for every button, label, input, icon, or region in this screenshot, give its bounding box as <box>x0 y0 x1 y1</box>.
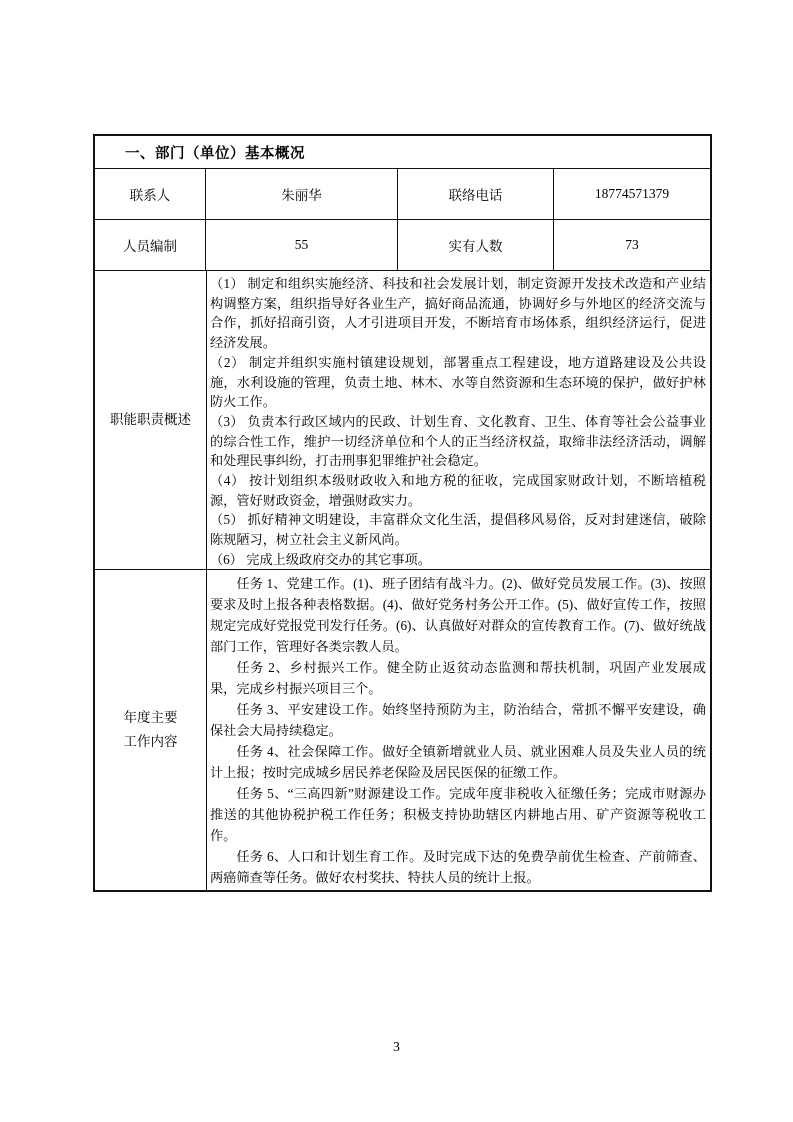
page-number: 3 <box>393 1039 400 1054</box>
staffing-quota-value: 55 <box>206 220 398 270</box>
annual-task-5: 任务 5、“三高四新”财源建设工作。完成年度非税收入征缴任务；完成市财源办推送的其他协税护税工作任务；积极支持协助辖区内耕地占用、矿产资源等税收工作。 <box>210 786 706 843</box>
contact-person-label: 联系人 <box>95 169 206 219</box>
headcount-info-row <box>95 219 710 270</box>
basic-overview-table <box>93 134 712 892</box>
contact-info-row <box>95 168 710 219</box>
duties-paragraph-4: （4） 按计划组织本级财政收入和地方税的征收，完成国家财政计划，不断培植税源，管好财政资金，增强财政实力。 <box>210 473 706 508</box>
section-header-title: 一、部门（单位）基本概况 <box>125 145 305 162</box>
annual-work-label-line1: 年度主要 <box>123 710 178 725</box>
duties-label-text: 职能职责概述 <box>110 412 191 427</box>
actual-headcount-value: 73 <box>625 237 639 252</box>
duties-paragraph-6: （6） 完成上级政府交办的其它事项。 <box>210 551 431 567</box>
annual-work-label <box>95 570 207 890</box>
annual-task-6: 任务 6、人口和计划生育工作。及时完成下达的免费孕前优生检查、产前筛查、两癌筛查等任务。做好农村奖扶、特扶人员的统计上报。 <box>210 849 706 885</box>
duties-paragraph-5: （5） 抓好精神文明建设，丰富群众文化生活，提倡移风易俗，反对封建迷信，破除陈规陋习，树立社会主义新风尚。 <box>210 512 706 548</box>
duties-overview-row <box>95 270 710 569</box>
duties-content <box>207 271 710 569</box>
annual-task-1: 任务 1、党建工作。(1)、班子团结有战斗力。(2)、做好党员发展工作。(3)、按照要求及时上报各种表格数据。(4)、做好党务村务公开工作。(5)、做好宣传工作，按照规定完成好党报党刊发行任务。(6)、认真做好对群众的宣传教育工作。(7)、做好统战部门工作，管理好各类宗教人员。 <box>210 576 706 654</box>
contact-person-value: 朱丽华 <box>206 169 398 219</box>
duties-paragraph-2: （2） 制定并组织实施村镇建设规划，部署重点工程建设，地方道路建设及公共设施，水利设施的管理，负责土地、林木、水等自然资源和生态环境的保护，做好护林防火工作。 <box>210 354 706 410</box>
actual-headcount-label: 实有人数 <box>398 220 554 270</box>
contact-phone-value: 18774571379 <box>594 186 670 201</box>
duties-label <box>95 271 207 569</box>
duties-paragraph-1: （1） 制定和组织实施经济、科技和社会发展计划，制定资源开发技术改造和产业结构调整方案，组织指导好各业生产，搞好商品流通，协调好乡与外地区的经济交流与合作，抓好招商引资，人才引进项目开发，不断培育市场体系，组织经济运行，促进经济发展。 <box>210 276 706 351</box>
annual-work-row <box>95 569 710 890</box>
annual-work-label-line2: 工作内容 <box>123 734 178 749</box>
annual-task-2: 任务 2、乡村振兴工作。健全防止返贫动态监测和帮扶机制，巩固产业发展成果，完成乡村振兴项目三个。 <box>210 660 706 696</box>
contact-phone-label: 联络电话 <box>398 169 554 219</box>
duties-paragraph-3: （3） 负责本行政区域内的民政、计划生育、文化教育、卫生、体育等社会公益事业的综合性工作，维护一切经济单位和个人的正当经济权益，取缔非法经济活动，调解和处理民事纠纷，打击刑事犯罪维护社会稳定。 <box>210 413 706 469</box>
annual-task-3: 任务 3、平安建设工作。始终坚持预防为主，防治结合，常抓不懈平安建设，确保社会大局持续稳定。 <box>210 702 706 738</box>
annual-task-4: 任务 4、社会保障工作。做好全镇新增就业人员、就业困难人员及失业人员的统计上报；按时完成城乡居民养老保险及居民医保的征缴工作。 <box>210 744 706 780</box>
section-header-row <box>95 136 710 168</box>
staffing-quota-label: 人员编制 <box>95 220 206 270</box>
annual-work-content <box>207 570 710 890</box>
